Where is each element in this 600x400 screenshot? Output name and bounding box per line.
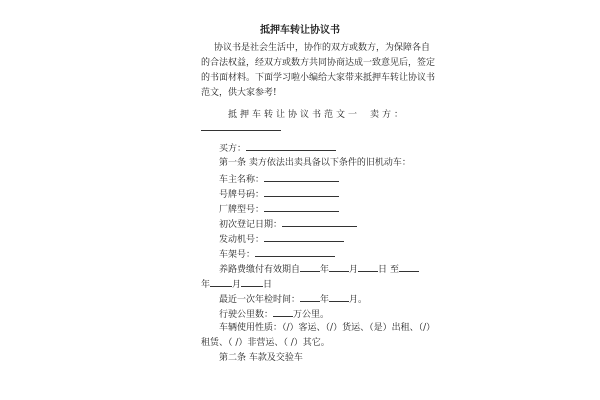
road-fee-year-2: 年 <box>201 280 211 290</box>
inspection-year: 年 <box>320 295 330 305</box>
road-fee-day-2: 日 <box>263 280 273 290</box>
intro-line-4: 范文，供大家参考! <box>201 88 277 98</box>
mileage-row <box>219 307 329 321</box>
buyer-blank <box>246 141 336 151</box>
usage-line-2: 租赁、（ /）非营运、（ /）其它。 <box>201 338 330 348</box>
buyer-label: 买方： <box>219 144 247 154</box>
model-label: 厂牌型号： <box>219 205 265 215</box>
plate-blank <box>264 187 339 197</box>
intro-line-1: 协议书是社会生活中，协作的双方或数方，为保障各自 <box>214 43 431 53</box>
usage-line-1: 车辆使用性质：（/）客运、（/）货运、（是）出租、（/） <box>219 323 436 333</box>
road-fee-month-blank <box>329 262 349 272</box>
road-fee-year-blank <box>300 262 320 272</box>
owner-label: 车主名称： <box>219 175 265 185</box>
model-blank <box>264 202 339 212</box>
first-reg-blank <box>282 217 357 227</box>
road-fee-year: 年 <box>320 265 330 275</box>
inspection-year-blank <box>300 292 320 302</box>
road-fee-to: 至 <box>389 265 399 275</box>
mileage-blank <box>273 307 293 317</box>
inspection-row <box>219 292 367 306</box>
document-title: 抵押车转让协议书 <box>260 25 340 36</box>
inspection-label: 最近一次年检时间： <box>219 295 301 305</box>
plate-label: 号牌号码： <box>219 190 265 200</box>
engine-row <box>219 232 344 246</box>
first-reg-label: 初次登记日期： <box>219 220 283 230</box>
intro-line-2: 的合法权益，经双方或数方共同协商达成一致意见后，签定 <box>201 58 436 68</box>
road-fee-month: 月 <box>349 265 359 275</box>
seller-blank <box>201 121 281 135</box>
road-fee-day-2-blank <box>241 277 263 287</box>
road-fee-end-year-blank <box>399 262 419 272</box>
road-fee-row-2 <box>201 277 272 291</box>
seller-label: 卖方： <box>370 110 407 120</box>
owner-row <box>219 172 339 186</box>
inspection-month-blank <box>329 292 349 302</box>
inspection-month: 月。 <box>349 295 368 305</box>
road-fee-month-2-blank <box>210 277 232 287</box>
first-reg-row <box>219 217 357 231</box>
engine-label: 发动机号： <box>219 235 265 245</box>
engine-blank <box>264 232 344 242</box>
mileage-label: 行驶公里数： <box>219 310 274 320</box>
sample-heading: 抵押车转让协议书范文一 <box>228 110 361 120</box>
intro-line-3: 的书面材料。下面学习啦小编给大家带来抵押车转让协议书 <box>201 73 436 83</box>
buyer-row <box>219 141 336 155</box>
model-row <box>219 202 339 216</box>
road-fee-row <box>219 262 419 276</box>
mileage-unit: 万公里。 <box>293 310 330 320</box>
article-2: 第二条 车款及交验车 <box>219 353 303 363</box>
seller-blank-line <box>201 121 281 131</box>
owner-blank <box>264 172 339 182</box>
frame-row <box>219 247 335 261</box>
plate-row <box>219 187 339 201</box>
road-fee-day-blank <box>358 262 378 272</box>
frame-blank <box>255 247 335 257</box>
road-fee-month-2: 月 <box>232 280 242 290</box>
road-fee-day: 日 <box>378 265 388 275</box>
frame-label: 车架号： <box>219 250 256 260</box>
article-1: 第一条 卖方依法出卖具备以下条件的旧机动车： <box>219 158 411 168</box>
road-fee-label: 养路费缴付有效期自 <box>219 265 301 275</box>
